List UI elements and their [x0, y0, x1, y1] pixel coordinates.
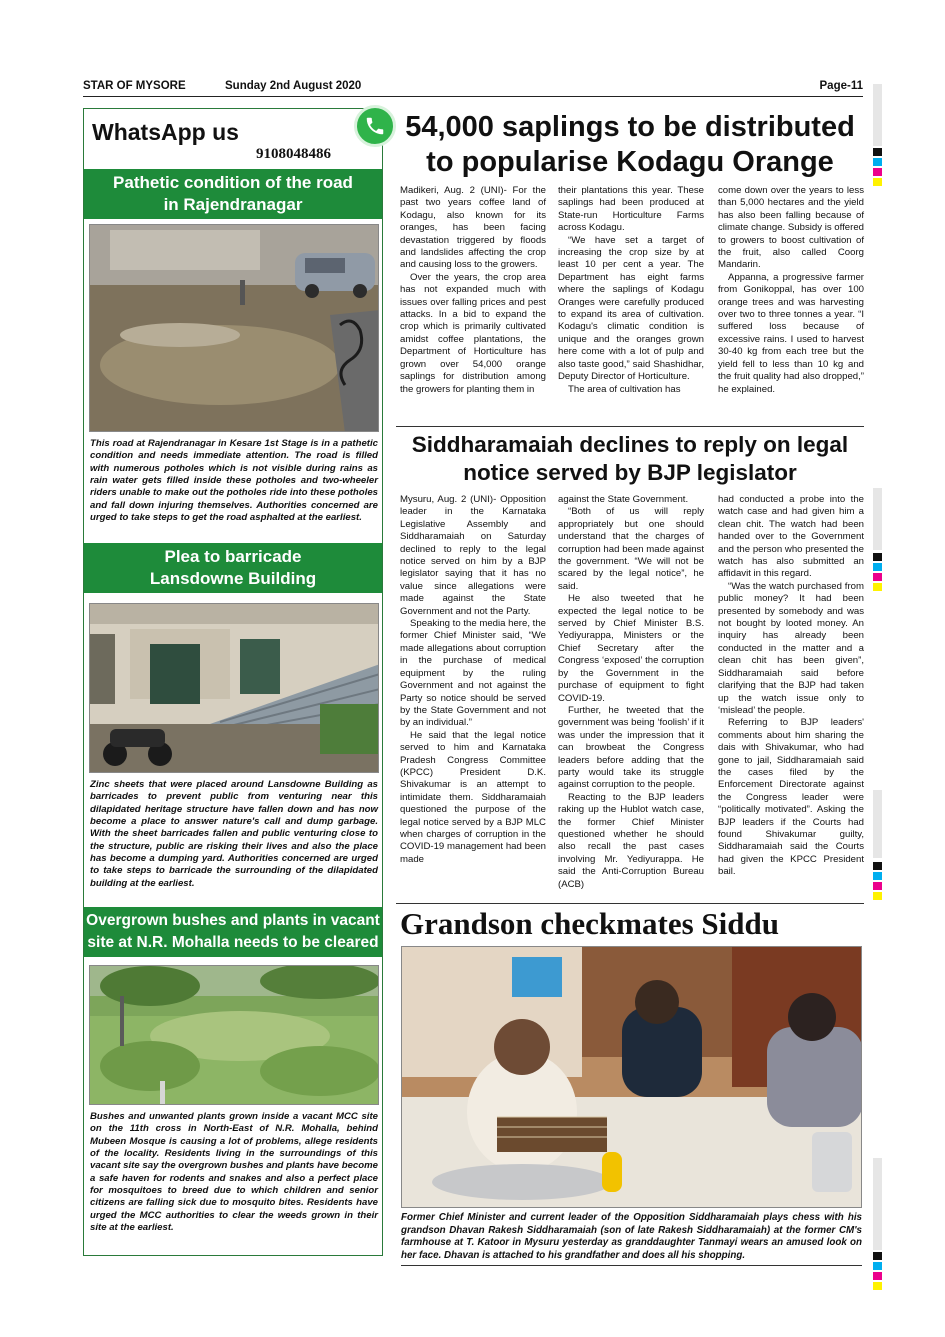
photo-pothole-road [89, 224, 379, 432]
paragraph: Appanna, a progressive farmer from Gonikoppal, has over 100 orange trees and was harvesting over two to three tonnes a year. “I suffered loss because of excessive rains. I used to harvest 30-40 kg from each tree but the yield fell to less than 10 kg and the fruit quality had also dropped,” he explained. [718, 271, 864, 395]
paragraph: He said that the legal notice served to him and Karnataka Pradesh Congress Committee (KPCC) President D.K. Shivakumar is an attempt to intimidate them. Siddharamaiah questioned the purpose of the legal notice served by a BJP MLC when charges of corruption in the COVID-19 management had been made [400, 729, 546, 865]
section-heading-lansdowne [84, 543, 382, 593]
story2-column-1 [400, 494, 546, 866]
story-divider [396, 426, 864, 427]
paragraph: their plantations this year. These saplings had been produced at State-run Horticulture Farms across Kodagu. [558, 185, 704, 234]
paragraph: “We have set a target of increasing the crop size by at least 10 per cent a year. The Department has eight farms where the saplings of Kodagu Oranges were carefully produced to expand its area of cultivation. Kodagu's climatic condition is unique and the oranges grown here come with a lot of pulp and also taste good,” said Shashidhar, Deputy Director of Horticulture. [558, 234, 704, 383]
story2-column-3 [718, 494, 864, 879]
photo-overgrown-site [89, 965, 379, 1105]
paragraph: Mysuru, Aug. 2 (UNI)- Opposition leader in the Karnataka Legislative Assembly and Siddharamaiah on Saturday declined to reply to the legal notice served on him by a BJP legislator saying that it has no value since allegations were made against the State Government and not the Party. [400, 494, 546, 617]
masthead [83, 80, 863, 96]
heading-line: Lansdowne Building [149, 569, 317, 588]
heading-line: Pathetic condition of the road [113, 173, 353, 192]
story-divider [401, 1265, 862, 1266]
issue-date: Sunday 2nd August 2020 [225, 80, 362, 92]
register-magenta [873, 1272, 882, 1280]
register-strip [873, 790, 882, 858]
section-heading-rajendranagar [84, 169, 382, 219]
register-strip [873, 1158, 882, 1250]
headline-line: Siddharamaiah declines to reply on legal [411, 432, 849, 457]
heading-line: Plea to barricade [164, 547, 302, 566]
caption-lansdowne: Zinc sheets that were placed around Lansdowne Building as barricades to prevent public from venturing near this dilapidated heritage structure have fallen down and has now become a place to answer nature's call and dump garbage. With the sheet barricades fallen and public venturing close to the structure, public are risking their lives and also the place has become a dumping yard. Authorities concerned are urged to take steps to barricade the surrounding of the dilapidated building at the earliest. [90, 779, 378, 889]
register-black [873, 553, 882, 561]
paragraph: Over the years, the crop area has not expanded much with issues over falling prices and pest attacks. In a bid to expand the crop which is primarily cultivated amidst coffee plantations, the Department of Horticulture has grown over 54,000 orange saplings for distribution among the growers for planting them in [400, 271, 546, 395]
paragraph: “Both of us will reply appropriately but one should understand that the charges of corruption had been made against the government. “We will not be scared by the legal notice”, he said. [558, 506, 704, 592]
register-black [873, 1252, 882, 1260]
heading-line: Overgrown bushes and plants in vacant [86, 912, 380, 929]
caption-nr-mohalla: Bushes and unwanted plants grown inside a vacant MCC site on the 11th cross in North-East of N.R. Mohalla, behind Mubeen Mosque is causing a lot of problems, allege residents of the locality. Residents living in the surroundings of this vacant site say the overgrown bushes and plants have become a safe haven for rodents and snakes and also a perfect place for mosquitoes to breed due to which children and senior citizens are falling sick due to mosquito bites. Residents have urged the MCC authorities to clear the weeds grown in their site at the earliest. [90, 1111, 378, 1234]
paragraph: come down over the years to less than 5,000 hectares and the yield has also been falling because of climate change. Subsidy is offered to growers to boost cultivation of the fruit, also called Coorg Mandarin. [718, 185, 864, 271]
register-yellow [873, 178, 882, 186]
headline-grandson-checkmates: Grandson checkmates Siddu [400, 906, 779, 941]
story-divider [396, 903, 864, 904]
headline-line: to popularise Kodagu Orange [426, 146, 834, 178]
paragraph: had conducted a probe into the watch case and had given him a clean chit. The watch had been handed over to the Government and the person who presented the watch has also submitted an affidavit in this regard. [718, 494, 864, 580]
register-strip [873, 84, 882, 146]
register-magenta [873, 573, 882, 581]
register-black [873, 862, 882, 870]
headline-line: notice served by BJP legislator [463, 460, 797, 485]
photo-lansdowne-building [89, 603, 379, 773]
citizen-column [83, 108, 383, 1256]
caption-chess-game: Former Chief Minister and current leader of the Opposition Siddharamaiah plays chess with his grandson Dhavan Rakesh Siddharamaiah (son of late Rakesh Siddharamaiah) at the former CM's farmhouse at T. Katoor in Mysuru yesterday as granddaughter Tanmayi wears an amused look on her face. Dhavan is attached to his grandfather and does all his shopping. [401, 1212, 862, 1261]
story1-column-1 [400, 185, 546, 396]
page-number: Page-11 [819, 80, 863, 92]
whatsapp-icon [354, 105, 396, 147]
paragraph: Referring to BJP leaders' comments about him sharing the dais with Shivakumar, who had gone to jail, Siddharamaiah said the cases filed by the Enforcement Directorate against the Congress leader were “politically motivated”. Asking the BJP leaders if the Courts had found Shivakumar guilty, Siddharamaiah said the Courts had given the KPCC President bail. [718, 717, 864, 878]
register-yellow [873, 1282, 882, 1290]
headline-line: 54,000 saplings to be distributed [405, 111, 855, 143]
paragraph: The area of cultivation has [568, 383, 681, 395]
whatsapp-title: WhatsApp us [92, 119, 239, 145]
masthead-rule [83, 96, 863, 97]
story1-column-2 [558, 185, 704, 396]
register-yellow [873, 892, 882, 900]
paper-name: STAR OF MYSORE [83, 80, 186, 92]
paragraph: against the State Government. [558, 494, 689, 505]
heading-line: site at N.R. Mohalla needs to be cleared [87, 934, 379, 951]
register-magenta [873, 882, 882, 890]
paragraph: Speaking to the media here, the former Chief Minister said, “We made allegations about corruption in the purchase of medical equipment by the ruling Government and not against the Party so notice should be served by the State Government and not by an individual.” [400, 618, 547, 729]
paragraph: Reacting to the BJP leaders raking up the Hublot watch case, the former Chief Minister questioned whether he should also recall the past cases involving Mr. Yediyurappa. He said the Anti-Corruption Bureau (ACB) [558, 791, 704, 890]
headline-siddharamaiah-notice [395, 431, 865, 487]
whatsapp-number: 9108048486 [256, 146, 331, 162]
paragraph: Madikeri, Aug. 2 (UNI)- For the past two years coffee land of Kodagu, also known for its oranges, has been facing devastation triggered by floods and landslides affecting the crop and causing loss to the growers. [400, 185, 546, 271]
register-yellow [873, 583, 882, 591]
register-cyan [873, 872, 882, 880]
paragraph: Further, he tweeted that the government was being ‘foolish’ if it was under the impression that it can browbeat the Congress leaders before adding that the party would take its struggle against corruption to the people. [558, 704, 704, 791]
heading-line: in Rajendranagar [163, 195, 303, 214]
story2-column-2 [558, 494, 704, 891]
photo-chess-game [401, 946, 862, 1208]
paragraph: He also tweeted that he expected the legal notice to be served by Chief Minister B.S. Yediyurappa, Ministers or the Chief Secretary after the Congress ‘exposed’ the corruption by the Government in the purchase of equipment to fight COVID-19. [558, 593, 704, 704]
whatsapp-box [84, 109, 382, 169]
register-black [873, 148, 882, 156]
register-strip [873, 488, 882, 550]
register-magenta [873, 168, 882, 176]
register-cyan [873, 158, 882, 166]
register-cyan [873, 563, 882, 571]
paragraph: “Was the watch purchased from public money? It had been presented by somebody and was not bought by looted money. An inquiry has already been conducted in the matter and a clean chit has been given”, Siddharamaiah said before clarifying that the BJP had taken up the watch issue only to ‘mislead’ the people. [718, 580, 864, 716]
register-cyan [873, 1262, 882, 1270]
headline-kodagu-orange [395, 110, 865, 180]
caption-rajendranagar: This road at Rajendranagar in Kesare 1st Stage is in a pathetic condition and needs immediate attention. The road is filled with numerous potholes which is not visible during rains as rain water gets filled inside these potholes and two-wheeler riders unable to make out the potholes ride into these potholes and fall down injuring themselves. Authorities concerned are urged to take steps to get the road asphalted at the earliest. [90, 438, 378, 524]
story1-column-3 [718, 185, 864, 396]
section-heading-nr-mohalla [84, 907, 382, 957]
